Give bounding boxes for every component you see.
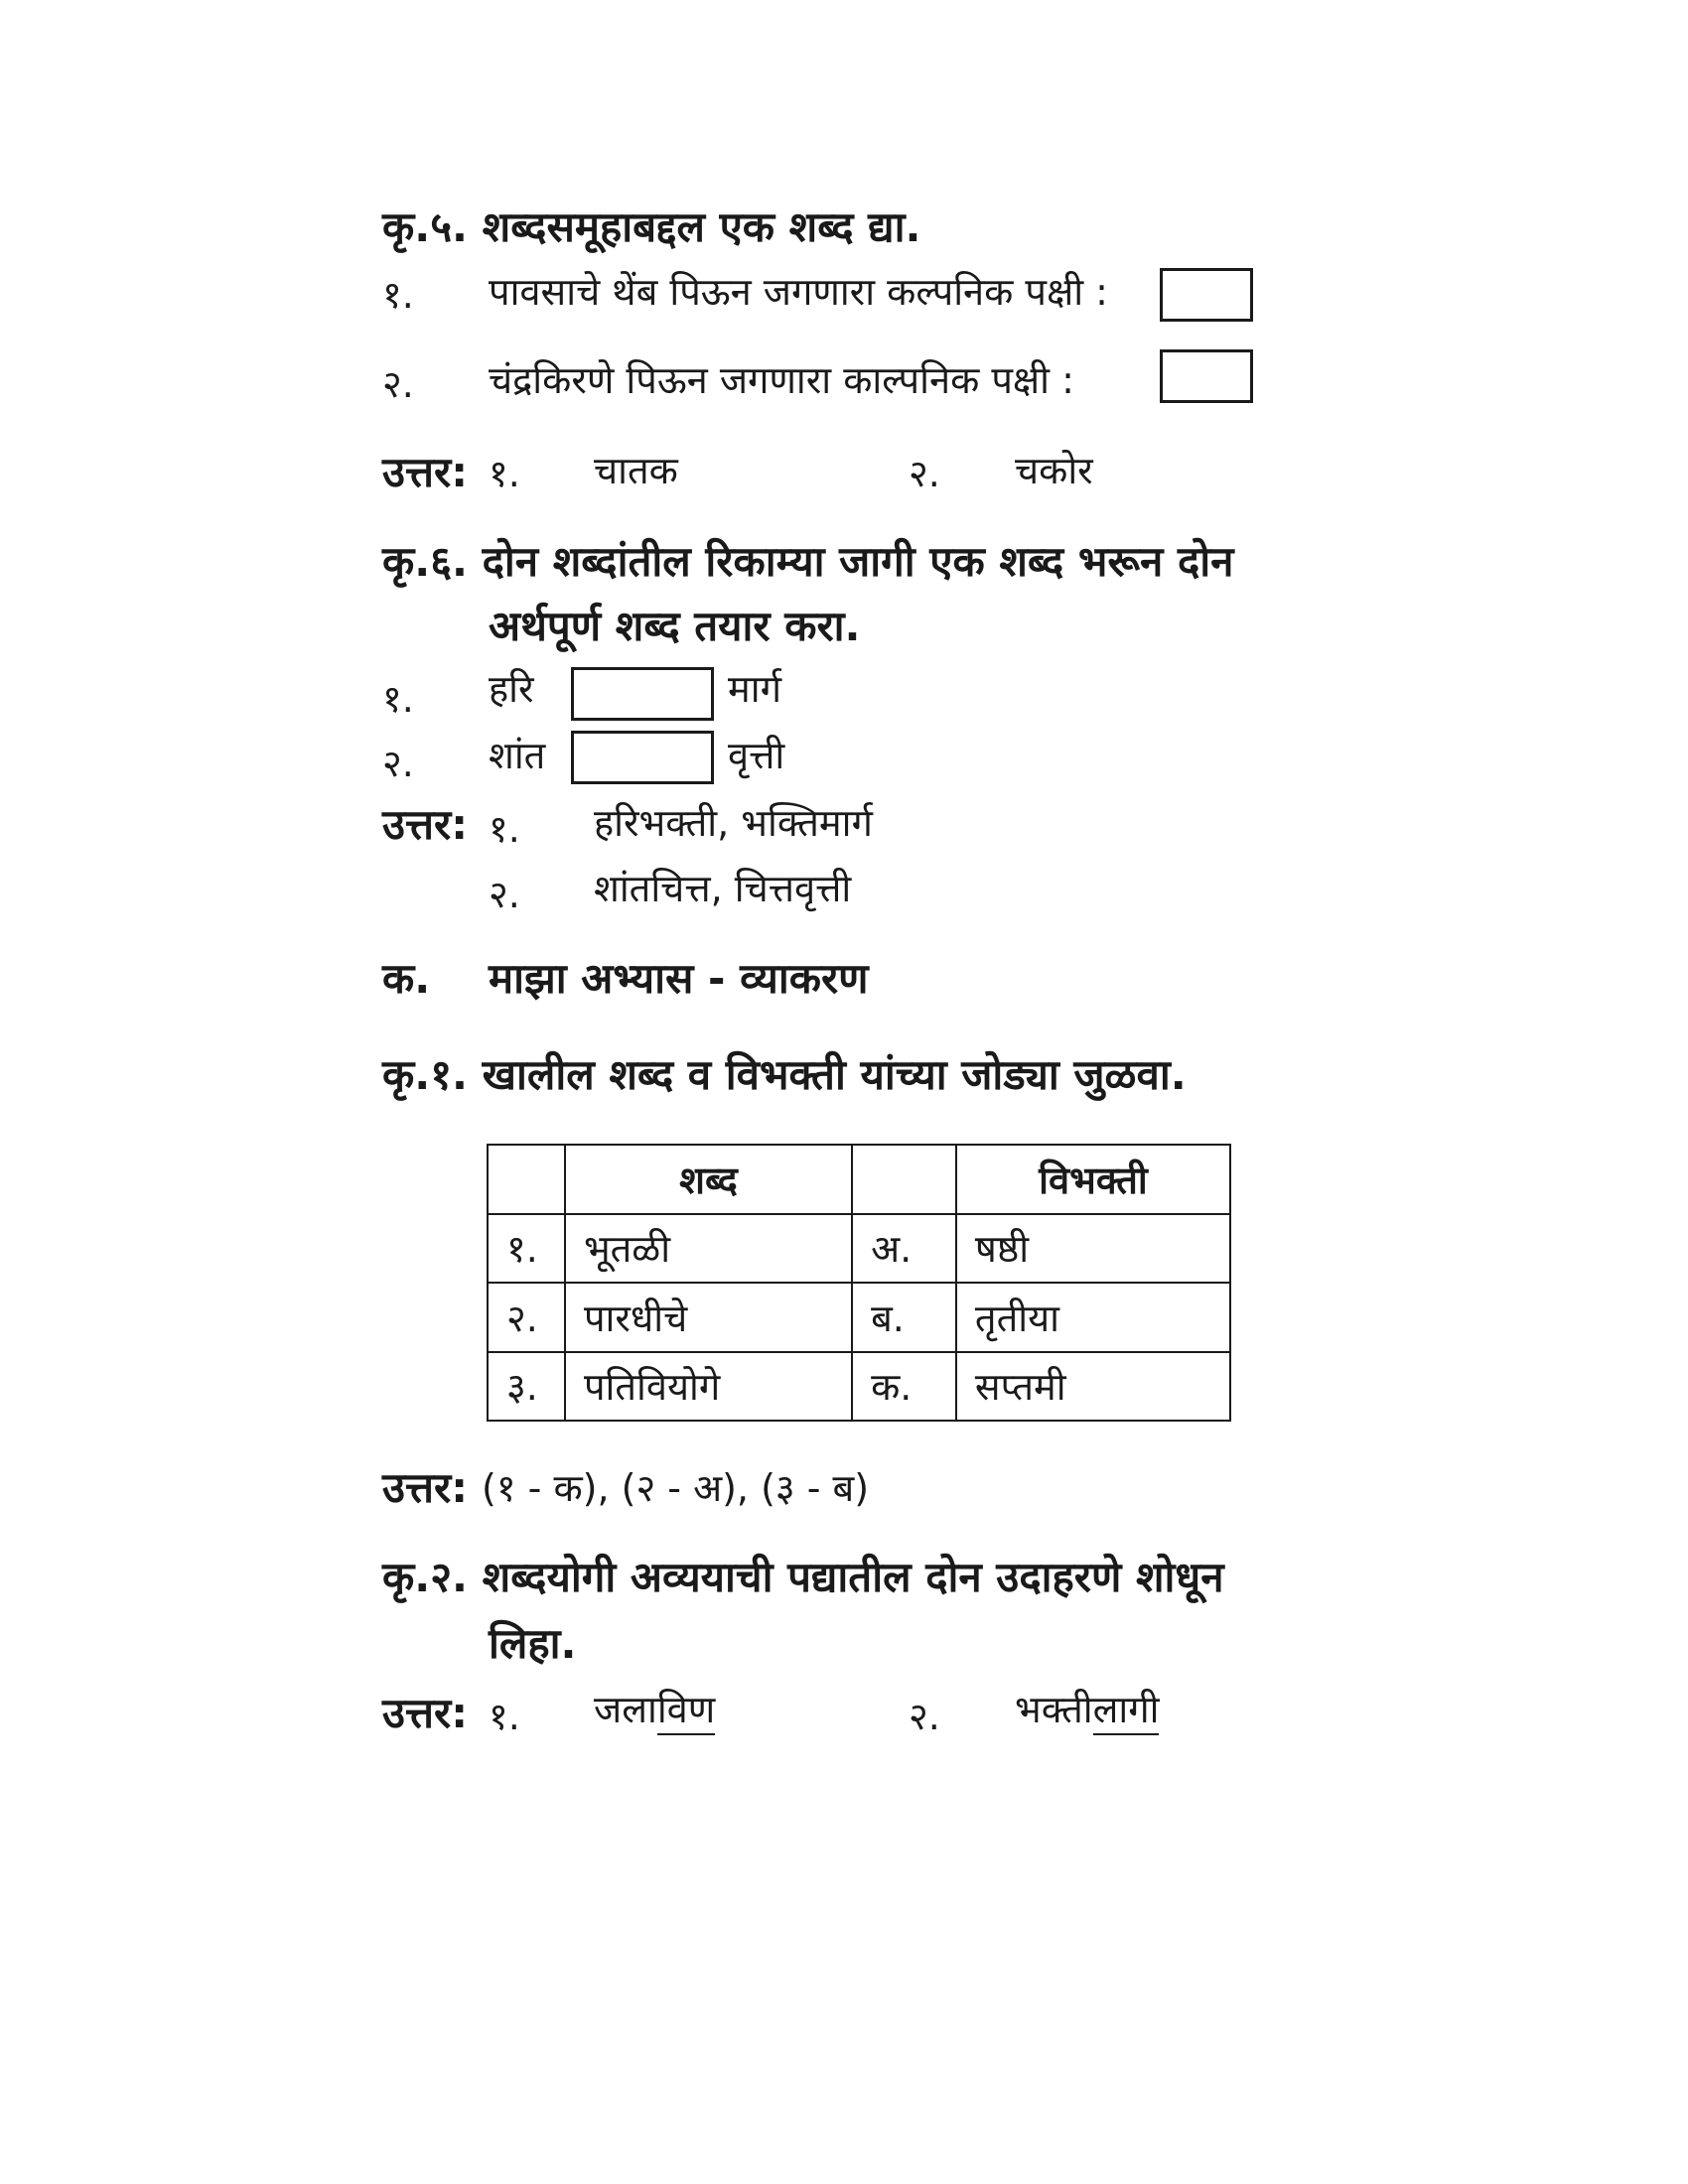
match-table-header-letter — [852, 1145, 956, 1214]
q5-answer-2: चकोर — [1015, 449, 1093, 492]
g2-heading-line-2: लिहा. — [489, 1619, 577, 1668]
g2-answer-num-1: १. — [489, 1695, 520, 1738]
q5-answer-box-2 — [1160, 349, 1253, 403]
q6-heading-line-2: अर्थपूर्ण शब्द तयार करा. — [489, 602, 861, 650]
match-table-header-num — [488, 1145, 565, 1214]
q6-answer-2: शांतचित्त, चित्तवृत्ती — [594, 867, 852, 910]
g2-answer-1-base: जला — [594, 1688, 657, 1731]
q6-answer-num-1: १. — [489, 807, 520, 851]
table-cell: भूतळी — [565, 1214, 852, 1284]
q6-answer-num-2: २. — [489, 873, 520, 916]
q6-blank-box-1 — [571, 667, 714, 721]
q6-item-1-left: हरि — [489, 667, 534, 711]
q5-item-2-num: २. — [382, 362, 414, 406]
g2-heading-line-1: कृ.२. शब्दयोगी अव्ययाची पद्यातील दोन उदाहरणे शोधून — [382, 1553, 1224, 1601]
table-cell: २. — [488, 1283, 565, 1352]
q5-item-1-text: पावसाचे थेंब पिऊन जगणारा कल्पनिक पक्षी : — [489, 270, 1108, 314]
match-table-header-word: शब्द — [565, 1145, 852, 1214]
q6-item-1-num: १. — [382, 677, 414, 721]
table-cell: ३. — [488, 1352, 565, 1422]
table-row — [488, 1283, 1230, 1352]
table-cell: तृतीया — [956, 1283, 1230, 1352]
q6-item-2-num: २. — [382, 742, 414, 785]
match-table-header-row — [488, 1145, 1230, 1214]
q6-item-1-right: मार्ग — [728, 667, 781, 711]
match-table — [487, 1144, 1231, 1422]
g2-answer-num-2: २. — [909, 1695, 940, 1738]
g2-answer-2 — [1015, 1688, 1160, 1731]
q6-blank-box-2 — [571, 731, 714, 784]
q5-item-1-num: १. — [382, 273, 414, 317]
q6-heading-line-1: कृ.६. दोन शब्दांतील रिकाम्या जागी एक शब्द भरून दोन — [382, 537, 1234, 586]
g2-answer-2-underlined: लागी — [1093, 1688, 1160, 1735]
table-cell: षष्ठी — [956, 1214, 1230, 1284]
table-cell: अ. — [852, 1214, 956, 1284]
table-cell: ब. — [852, 1283, 956, 1352]
g2-answer-2-base: भक्ती — [1015, 1688, 1093, 1731]
g1-heading: कृ.१. खालील शब्द व विभक्ती यांच्या जोड्या जुळवा. — [382, 1050, 1187, 1099]
q5-answer-label: उत्तर: — [382, 448, 469, 496]
q5-answer-num-1: १. — [489, 452, 520, 495]
table-row — [488, 1352, 1230, 1422]
q6-item-2-left: शांत — [489, 734, 546, 777]
q6-answer-label: उत्तर: — [382, 800, 469, 849]
section-title: माझा अभ्यास - व्याकरण — [489, 954, 869, 1003]
q5-answer-box-1 — [1160, 268, 1253, 322]
g1-answer-label: उत्तर: — [382, 1463, 469, 1512]
q5-item-2-text: चंद्रकिरणे पिऊन जगणारा काल्पनिक पक्षी : — [489, 358, 1074, 402]
g1-answer: (१ - क), (२ - अ), (३ - ब) — [482, 1466, 870, 1510]
q5-answer-num-2: २. — [909, 452, 940, 495]
q6-item-2-right: वृत्ती — [728, 734, 785, 777]
q5-answer-1: चातक — [594, 449, 678, 492]
g2-answer-1 — [594, 1688, 716, 1731]
g2-answer-label: उत्तर: — [382, 1689, 469, 1737]
table-cell: १. — [488, 1214, 565, 1284]
match-table-header-case: विभक्ती — [956, 1145, 1230, 1214]
table-row — [488, 1214, 1230, 1284]
table-cell: पारधीचे — [565, 1283, 852, 1352]
table-cell: क. — [852, 1352, 956, 1422]
g2-answer-1-underlined: विण — [657, 1688, 715, 1735]
section-letter: क. — [382, 954, 431, 1003]
table-cell: सप्तमी — [956, 1352, 1230, 1422]
table-cell: पतिवियोगे — [565, 1352, 852, 1422]
q6-answer-1: हरिभक्ती, भक्तिमार्ग — [594, 801, 873, 845]
q5-heading: कृ.५. शब्दसमूहाबद्दल एक शब्द द्या. — [382, 203, 921, 251]
